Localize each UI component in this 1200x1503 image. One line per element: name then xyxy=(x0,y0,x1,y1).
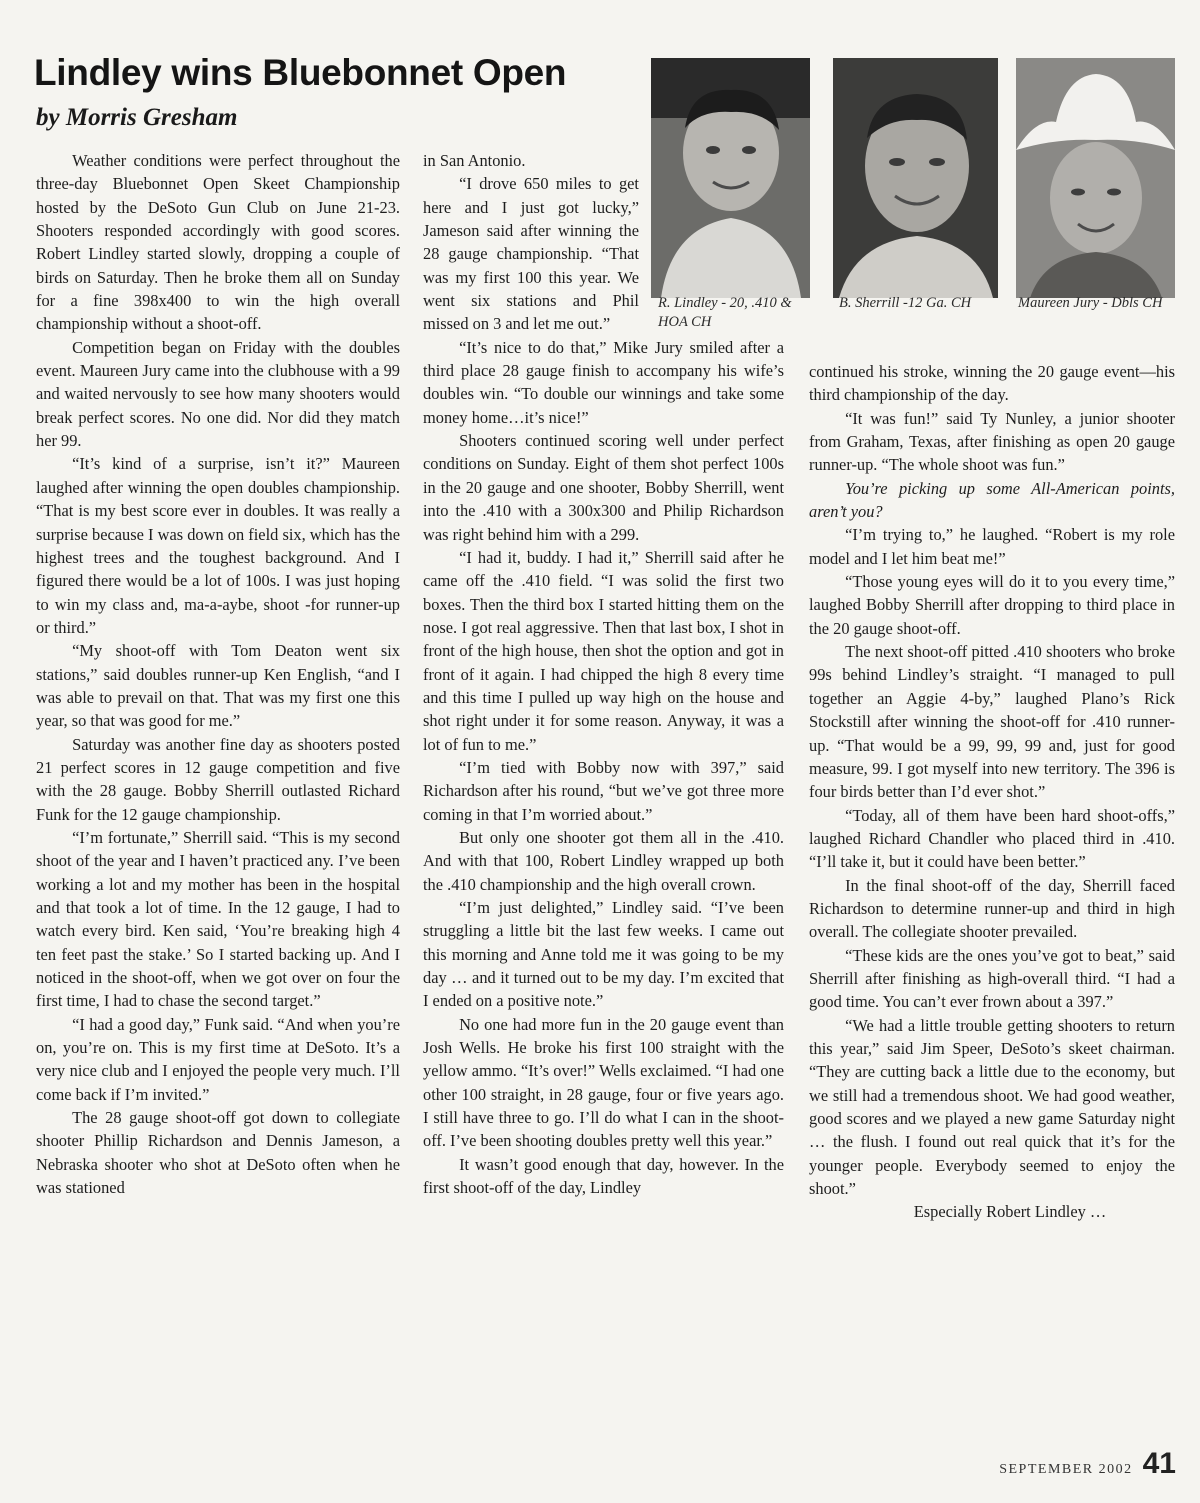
paragraph: Competition began on Friday with the doubles event. Maureen Jury came into the clubhouse with a 99 and waited nervously to see how many shooters would break perfect scores. No one did. Nor did they match her 99. xyxy=(36,337,400,451)
paragraph: Saturday was another fine day as shooters posted 21 perfect scores in 12 gauge competition and five with the 28 gauge. Bobby Sherrill outlasted Richard Funk for the 12 gauge championship. xyxy=(36,734,400,824)
paragraph: Weather conditions were perfect throughout the three-day Bluebonnet Open Skeet Championship hosted by the DeSoto Gun Club on June 21-23. Shooters responded accordingly with good scores. Robert Lindley started slowly, dropping a couple of birds on Saturday. Then he broke them all on Sunday for a fine 398x400 to win the high overall championship without a shoot-off. xyxy=(36,151,400,334)
paragraph: “Those young eyes will do it to you every time,” laughed Bobby Sherrill after dropping to third place in the 20 gauge shoot-off. xyxy=(809,572,1175,638)
paragraph: “I had it, buddy. I had it,” Sherrill said after he came off the .410 field. “I was solid the first two boxes. Then the third box I started hitting them on the nose. I got real aggressive. Then that last box, I shot in front of the high house, then shot the option and got in front of it again. I had chipped the high 8 every time and this time I pulled up way high on the house and shot right under it for some reason. Anyway, it was a lot of fun to me.” xyxy=(423,547,784,754)
paragraph: continued his stroke, winning the 20 gauge event—his third championship of the day. xyxy=(809,362,1175,405)
paragraph: “I’m tied with Bobby now with 397,” said Richardson after his round, “but we’ve got three more coming in that I’m worried about.” xyxy=(423,757,784,824)
paragraph: “I drove 650 miles to get here and I just got lucky,” Jameson said after winning the 28 gauge championship. “That was my first 100 this year. We went six stations and Phil missed on 3 and let me out.” xyxy=(423,174,639,334)
interview-question: You’re picking up some All-American points, aren’t you? xyxy=(809,478,1175,522)
paragraph: The next shoot-off pitted .410 shooters who broke 99s behind Lindley’s straight. “I managed to pull together an Aggie 4-by,” laughed Plano’s Rick Stockstill after winning the shoot-off for .410 runner-up. “That would be a 99, 99, 99 and, just for good measure, 99. I got myself into new territory. The 396 is four birds better than I’d ever shot.” xyxy=(809,642,1175,802)
paragraph: “My shoot-off with Tom Deaton went six stations,” said doubles runner-up Ken English, “and I was able to prevail on that. That was my first one this year, so that was good for me.” xyxy=(36,641,400,731)
column-2-top-block xyxy=(423,149,639,336)
paragraph: “I’m just delighted,” Lindley said. “I’ve been struggling a little bit the last few weeks. I came out this morning and Anne told me it was going to be my day … and it turned out to be my day. I’m excited that I ended on a positive note.” xyxy=(423,898,784,1011)
photo-sherrill xyxy=(833,58,998,298)
paragraph: “It’s kind of a surprise, isn’t it?” Maureen laughed after winning the open doubles championship. “That is my best score ever in doubles. It was really a surprise because I was down on field six, which has the highest trees and the toughest background. And I figured there would be a lot of 100s. I was just hoping to win my class and, ma-a-aybe, shoot -for runner-up or third.” xyxy=(36,454,400,637)
paragraph: It wasn’t good enough that day, however. In the first shoot-off of the day, Lindley xyxy=(423,1154,784,1198)
paragraph: Shooters continued scoring well under perfect conditions on Sunday. Eight of them shot perfect 100s in the 20 gauge and one shooter, Bobby Sherrill, went into the .410 with a 300x300 and Philip Richardson was right behind him with a 299. xyxy=(423,431,784,544)
paragraph: In the final shoot-off of the day, Sherrill faced Richardson to determine runner-up and third in high overall. The collegiate shooter prevailed. xyxy=(809,875,1175,942)
article-title: Lindley wins Bluebonnet Open xyxy=(34,52,567,93)
paragraph: “I’m fortunate,” Sherrill said. “This is my second shoot of the year and I haven’t practiced any. I’ve been working a lot and my mother has been in the hospital and that took a lot of time. In the 12 gauge, I had to watch every bird. Ken said, ‘You’re breaking high 4 ten feet past the stake.’ So I started backing up. And I noticed in the shoot-off, when we got over on four the first time, I had to chase the second target.” xyxy=(36,827,400,1011)
photo-caption-sherrill: B. Sherrill -12 Ga. CH xyxy=(839,295,972,311)
page-footer xyxy=(999,1447,1176,1481)
article-column-1 xyxy=(36,149,400,1199)
paragraph: “Today, all of them have been hard shoot-offs,” laughed Richard Chandler who placed third in .410. “I’ll take it, but it could have been better.” xyxy=(809,805,1175,872)
paragraph: No one had more fun in the 20 gauge event than Josh Wells. He broke his first 100 straight with the yellow ammo. “It’s over!” Wells exclaimed. “I had one other 100 straight, in 28 gauge, four or five years ago. I still have three to go. I’ll do what I can in the shoot-off. I’ve been shooting doubles pretty well this year.” xyxy=(423,1014,784,1151)
paragraph: “I had a good day,” Funk said. “And when you’re on, you’re on. This is my first time at DeSoto. It’s a very nice club and I enjoyed the people very much. I’ll come back if I’m invited.” xyxy=(36,1014,400,1104)
paragraph: “We had a little trouble getting shooters to return this year,” said Jim Speer, DeSoto’s skeet chairman. “They are cutting back a little due to the economy, but we still had a tremendous shoot. We had good weather, good scores and we played a new game Saturday night … the flush. I found out real quick that it’s for the younger people. Everybody seemed to enjoy the shoot.” xyxy=(809,1015,1175,1199)
closing-line: Especially Robert Lindley … xyxy=(913,1202,1107,1222)
photo-lindley xyxy=(651,58,810,298)
issue-date: SEPTEMBER 2002 xyxy=(999,1462,1133,1477)
paragraph: But only one shooter got them all in the .410. And with that 100, Robert Lindley wrapped up both the .410 championship and the high overall crown. xyxy=(423,827,784,894)
photo-caption-jury: Maureen Jury - Dbls CH xyxy=(1018,295,1163,311)
photo-caption-lindley: R. Lindley - 20, .410 & HOA CH xyxy=(658,295,792,330)
paragraph: “It was fun!” said Ty Nunley, a junior shooter from Graham, Texas, after finishing as open 20 gauge runner-up. “The whole shoot was fun.” xyxy=(809,408,1175,475)
paragraph: The 28 gauge shoot-off got down to collegiate shooter Phillip Richardson and Dennis Jameson, a Nebraska shooter who shot at DeSoto often when he was stationed xyxy=(36,1108,400,1198)
byline: by Morris Gresham xyxy=(36,104,238,131)
paragraph: in San Antonio. xyxy=(423,151,526,170)
paragraph: “It’s nice to do that,” Mike Jury smiled after a third place 28 gauge finish to accompany his wife’s doubles win. “To double our winnings and take some money home…it’s nice!” xyxy=(423,337,784,427)
photo-jury xyxy=(1016,58,1175,298)
paragraph: “I’m trying to,” he laughed. “Robert is my role model and I let him beat me!” xyxy=(809,525,1175,568)
article-column-3 xyxy=(809,360,1175,1224)
page-number: 41 xyxy=(1142,1447,1176,1480)
paragraph: “These kids are the ones you’ve got to beat,” said Sherrill after finishing as high-overall third. “I had a good time. You can’t ever frown about a 397.” xyxy=(809,945,1175,1012)
